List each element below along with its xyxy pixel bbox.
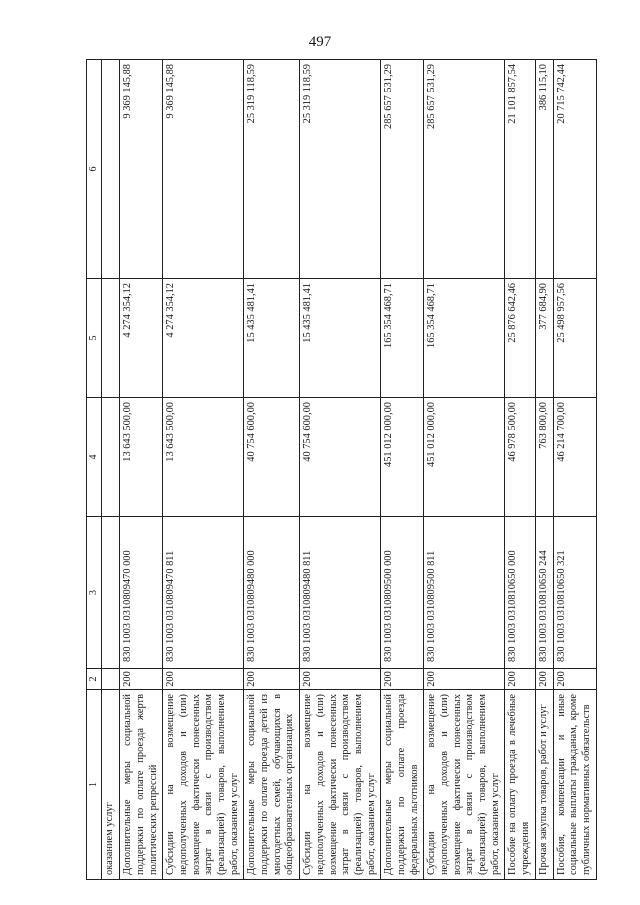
row-code: 200 — [505, 669, 535, 690]
table-row — [381, 60, 424, 880]
row-plan: 451 012 000,00 — [381, 398, 424, 517]
row-plan: 451 012 000,00 — [424, 398, 505, 517]
row-code: 200 — [120, 669, 163, 690]
column-header: 3 — [87, 517, 102, 669]
row-code: 200 — [300, 669, 381, 690]
row-executed: 377 684,90 — [535, 279, 553, 398]
row-code — [102, 669, 120, 690]
row-plan: 46 214 700,00 — [553, 398, 596, 517]
row-code: 200 — [424, 669, 505, 690]
row-classification: 830 1003 0310809500 811 — [424, 517, 505, 669]
row-plan: 46 978 500,00 — [505, 398, 535, 517]
row-name: Субсидии на возмещение недополученных доходов и (или) возмещение фактически понесенных затрат в связи с производством (реализацией) товаров, выполнением работ, оказанием услуг — [163, 690, 244, 880]
row-remaining: 25 319 118,59 — [300, 60, 381, 279]
row-classification — [102, 517, 120, 669]
table-row — [553, 60, 596, 880]
row-plan: 13 643 500,00 — [163, 398, 244, 517]
column-header: 2 — [87, 669, 102, 690]
row-remaining: 25 319 118,59 — [244, 60, 300, 279]
row-classification: 830 1003 0310809480 000 — [244, 517, 300, 669]
row-code: 200 — [244, 669, 300, 690]
row-remaining: 285 657 531,29 — [381, 60, 424, 279]
row-executed: 15 435 481,41 — [244, 279, 300, 398]
row-name: Дополнительные меры социальной поддержки по оплате проезда жертв политических репрессий — [120, 690, 163, 880]
row-classification: 830 1003 0310809470 000 — [120, 517, 163, 669]
row-executed: 15 435 481,41 — [300, 279, 381, 398]
row-code: 200 — [535, 669, 553, 690]
row-name: Пособие на оплату проезда в лечебные учреждения — [505, 690, 535, 880]
row-name: Пособия, компенсации и иные социальные выплаты гражданам, кроме публичных нормативных обязательств — [553, 690, 596, 880]
row-code: 200 — [381, 669, 424, 690]
page-number: 497 — [308, 34, 332, 50]
budget-table — [86, 59, 597, 880]
row-remaining: 386 115,10 — [535, 60, 553, 279]
table-row — [102, 60, 120, 880]
row-name: оказанием услуг — [102, 690, 120, 880]
row-plan: 13 643 500,00 — [120, 398, 163, 517]
row-name: Дополнительные меры социальной поддержки по оплате проезда детей из многодетных семей, обучающихся в общеобразовательных организациях — [244, 690, 300, 880]
row-classification: 830 1003 0310810650 244 — [535, 517, 553, 669]
row-name: Субсидии на возмещение недополученных доходов и (или) возмещение фактически понесенных затрат в связи с производством (реализацией) товаров, выполнением работ, оказанием услуг — [424, 690, 505, 880]
row-executed — [102, 279, 120, 398]
row-plan — [102, 398, 120, 517]
row-plan: 40 754 600,00 — [244, 398, 300, 517]
column-header: 6 — [87, 60, 102, 279]
table-row — [244, 60, 300, 880]
row-remaining — [102, 60, 120, 279]
row-plan: 40 754 600,00 — [300, 398, 381, 517]
table-row — [120, 60, 163, 880]
row-name: Дополнительные меры социальной поддержки по оплате проезда федеральных льготников — [381, 690, 424, 880]
row-remaining: 20 715 742,44 — [553, 60, 596, 279]
table-row — [424, 60, 505, 880]
row-name: Прочая закупка товаров, работ и услуг — [535, 690, 553, 880]
row-classification: 830 1003 0310810650 321 — [553, 517, 596, 669]
row-classification: 830 1003 0310809480 811 — [300, 517, 381, 669]
row-remaining: 285 657 531,29 — [424, 60, 505, 279]
row-classification: 830 1003 0310809470 811 — [163, 517, 244, 669]
rotated-table-wrapper — [86, 60, 593, 880]
table-row — [300, 60, 381, 880]
table-row — [535, 60, 553, 880]
row-classification: 830 1003 0310809500 000 — [381, 517, 424, 669]
row-remaining: 21 101 857,54 — [505, 60, 535, 279]
header-row — [87, 60, 102, 880]
row-remaining: 9 369 145,88 — [120, 60, 163, 279]
column-header: 1 — [87, 690, 102, 880]
row-code: 200 — [553, 669, 596, 690]
table-row — [163, 60, 244, 880]
row-executed: 25 498 957,56 — [553, 279, 596, 398]
table-row — [505, 60, 535, 880]
row-executed: 4 274 354,12 — [120, 279, 163, 398]
row-name: Субсидии на возмещение недополученных доходов и (или) возмещение фактически понесенных затрат в связи с производством (реализацией) товаров, выполнением работ, оказанием услуг — [300, 690, 381, 880]
row-classification: 830 1003 0310810650 000 — [505, 517, 535, 669]
row-plan: 763 800,00 — [535, 398, 553, 517]
row-executed: 165 354 468,71 — [381, 279, 424, 398]
row-remaining: 9 369 145,88 — [163, 60, 244, 279]
row-executed: 4 274 354,12 — [163, 279, 244, 398]
row-executed: 25 876 642,46 — [505, 279, 535, 398]
row-code: 200 — [163, 669, 244, 690]
row-executed: 165 354 468,71 — [424, 279, 505, 398]
column-header: 4 — [87, 398, 102, 517]
column-header: 5 — [87, 279, 102, 398]
